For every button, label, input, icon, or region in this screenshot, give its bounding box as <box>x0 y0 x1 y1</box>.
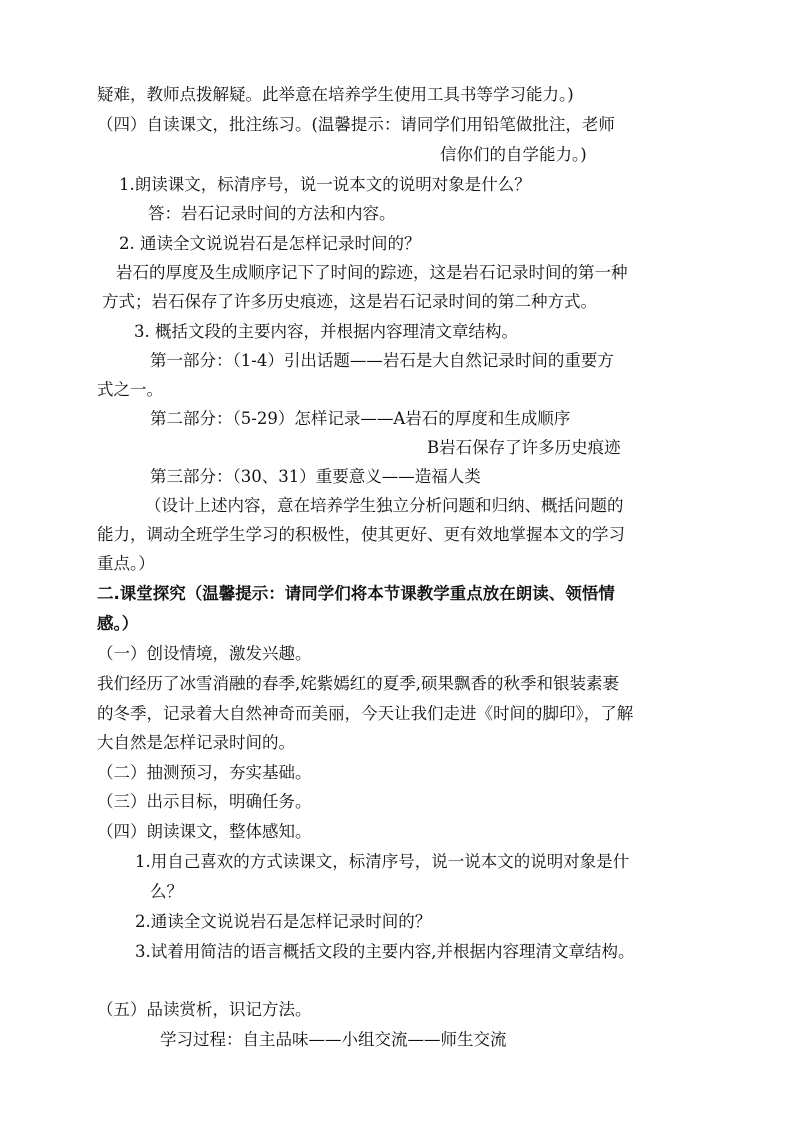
text-line: B岩石保存了许多历史痕迹 <box>427 438 621 457</box>
text-line: 能力，调动全班学生学习的积极性，使其更好、更有效地掌握本文的学习 <box>97 525 625 544</box>
text-line: 大自然是怎样记录时间的。 <box>97 733 295 752</box>
text-line: 3.试着用简洁的语言概括文段的主要内容,并根据内容理清文章结构。 <box>135 942 635 961</box>
section-heading: 二.课堂探究（温馨提示：请同学们将本节课教学重点放在朗读、领悟情 <box>97 584 615 603</box>
text-line: 2. 通读全文说说岩石是怎样记录时间的？ <box>119 234 421 253</box>
text-line: 我们经历了冰雪消融的春季,姹紫嫣红的夏季,硕果飘香的秋季和银装素裹 <box>97 674 619 693</box>
text-line: （五）品读赏析，识记方法。 <box>97 1000 312 1019</box>
text-line: 疑难，教师点拨解疑。此举意在培养学生使用工具书等学习能力。) <box>97 85 574 104</box>
text-line: 学习过程：自主品味——小组交流——师生交流 <box>160 1030 507 1049</box>
text-line: 答：岩石记录时间的方法和内容。 <box>148 204 396 223</box>
text-line: 1.用自己喜欢的方式读课文，标清序号，说一说本文的说明对象是什 <box>135 852 630 871</box>
text-line: （一）创设情境，激发兴趣。 <box>97 644 312 663</box>
text-line: 第三部分：（30、31）重要意义——造福人类 <box>150 467 481 486</box>
text-line: （三）出示目标，明确任务。 <box>97 792 312 811</box>
text-line: 2.通读全文说说岩石是怎样记录时间的？ <box>135 912 432 931</box>
text-line: 3. 概括文段的主要内容，并根据内容理清文章结构。 <box>134 322 518 341</box>
text-line: 式之一。 <box>97 380 163 399</box>
text-line: （二）抽测预习，夯实基础。 <box>97 763 312 782</box>
text-line: （四）自读课文，批注练习。(温馨提示：请同学们用铅笔做批注，老师 <box>97 115 615 134</box>
text-line: 岩石的厚度及生成顺序记下了时间的踪迹，这是岩石记录时间的第一种 <box>116 263 628 282</box>
text-line: 第一部分：（1-4）引出话题——岩石是大自然记录时间的重要方 <box>150 351 614 370</box>
text-line: 重点。） <box>97 554 155 573</box>
text-line: 第二部分：（5-29）怎样记录——A岩石的厚度和生成顺序 <box>150 409 571 428</box>
text-line: 的冬季，记录着大自然神奇而美丽，今天让我们走进《时间的脚印》，了解 <box>97 704 634 723</box>
text-line: 1.朗读课文，标清序号，说一说本文的说明对象是什么？ <box>119 175 531 194</box>
text-line: 信你们的自学能力。) <box>440 145 587 164</box>
text-line: 方式；岩石保存了许多历史痕迹，这是岩石记录时间的第二种方式。 <box>102 292 597 311</box>
section-heading: 感。） <box>97 614 139 633</box>
text-line: 么？ <box>150 882 183 901</box>
text-line: （设计上述内容，意在培养学生独立分析问题和归纳、概括问题的 <box>145 496 624 515</box>
text-line: （四）朗读课文，整体感知。 <box>97 822 312 841</box>
